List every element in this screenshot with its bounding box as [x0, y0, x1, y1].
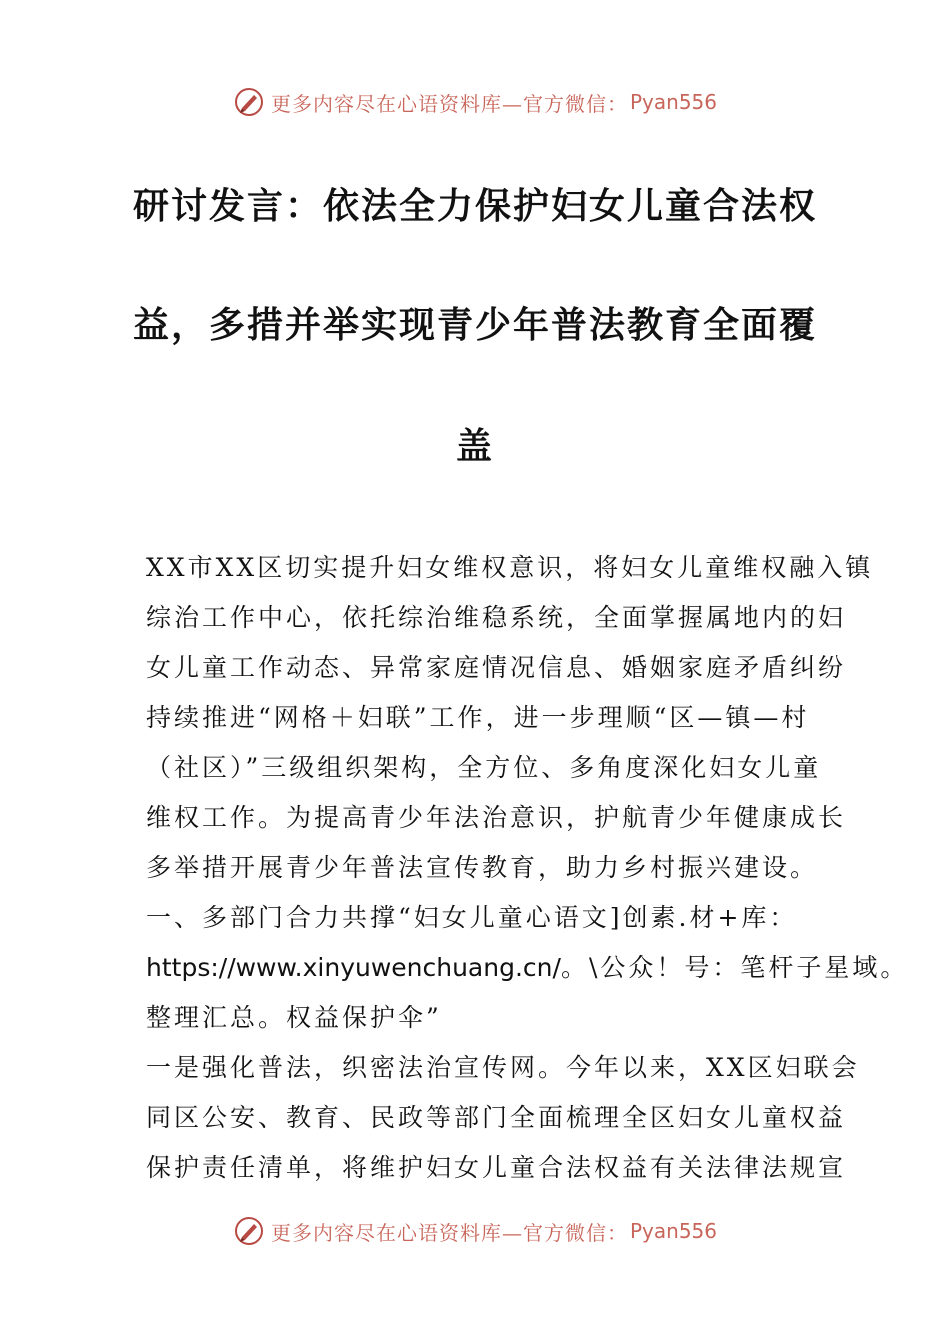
- body-line: 多举措开展青少年普法宣传教育，助力乡村振兴建设。: [146, 853, 819, 882]
- body-line: 综治工作中心，依托综治维稳系统，全面掌握属地内的妇: [146, 603, 847, 632]
- header-watermark: [0, 82, 950, 122]
- body-line: 同区公安、教育、民政等部门全面梳理全区妇女儿童权益: [146, 1103, 847, 1132]
- body-line: 整理汇总。权益保护伞”: [146, 1003, 442, 1032]
- watermark-text: 更多内容尽在心语资料库—官方微信：: [270, 1220, 628, 1245]
- pen-logo-icon: [233, 1215, 265, 1247]
- section-heading-1: 一、多部门合力共撑“妇女儿童心语文]创素.材+库：: [146, 903, 798, 932]
- body-line: （社区）”三级组织架构，全方位、多角度深化妇女儿童: [146, 753, 822, 782]
- watermark-wechat-id: Pyan556: [629, 90, 717, 114]
- body-line: 持续推进“网格＋妇联”工作，进一步理顺“区—镇—村: [146, 703, 810, 732]
- watermark-text: 更多内容尽在心语资料库—官方微信：: [270, 91, 628, 116]
- document-title-line-1: 研讨发言：依法全力保护妇女儿童合法权: [132, 185, 817, 227]
- url-line-rest: 。\公众！号：笔杆子星域。: [560, 953, 909, 982]
- body-line: 一是强化普法，织密法治宣传网。今年以来，XX区妇联会: [146, 1053, 860, 1082]
- website-link[interactable]: https://www.xinyuwenchuang.cn/: [146, 953, 561, 982]
- document-title-line-3: 盖: [455, 425, 494, 467]
- pen-logo-icon: [233, 86, 265, 118]
- body-line: 维权工作。为提高青少年法治意识，护航青少年健康成长: [146, 803, 847, 832]
- url-line: [146, 951, 909, 985]
- watermark-wechat-id: Pyan556: [629, 1219, 717, 1243]
- footer-watermark: [0, 1211, 950, 1251]
- body-line: 保护责任清单，将维护妇女儿童合法权益有关法律法规宣: [146, 1153, 847, 1182]
- body-line: XX市XX区切实提升妇女维权意识，将妇女儿童维权融入镇: [146, 553, 874, 582]
- document-title-line-2: 益，多措并举实现青少年普法教育全面覆: [132, 304, 817, 346]
- body-line: 女儿童工作动态、异常家庭情况信息、婚姻家庭矛盾纠纷: [146, 653, 847, 682]
